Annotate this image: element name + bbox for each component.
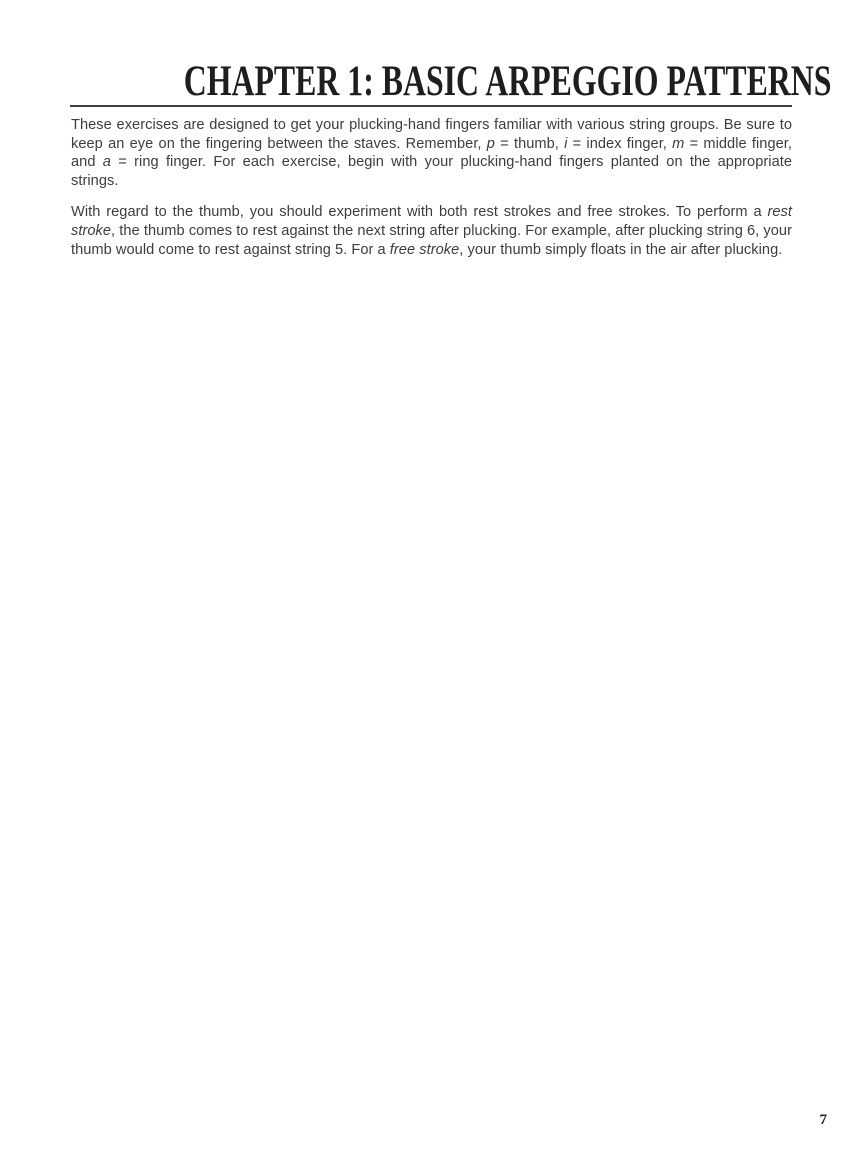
text-run: , the thumb comes to rest against the next string after plucking. For example, after plucking string 6, your thumb would come to rest against string 5. For a (71, 222, 792, 258)
title-rule (70, 105, 792, 107)
text-run: = index finger, (567, 135, 673, 152)
text-run: = ring finger. For each exercise, begin with your plucking-hand fingers planted on the appropriate strings. (71, 154, 793, 189)
italic-term: m (672, 135, 685, 152)
body-paragraph (71, 116, 792, 190)
text-run: These exercises are designed to get your plucking-hand fingers familiar with various string groups. Be sure to keep an eye on the fingering between the staves. Remember, (71, 117, 792, 152)
chapter-title: CHAPTER 1: BASIC ARPEGGIO PATTERNS (183, 58, 832, 105)
italic-term: p (486, 135, 495, 152)
italic-term: rest stroke (71, 204, 792, 239)
italic-term: i (564, 135, 568, 152)
text-run: With regard to the thumb, you should experiment with both rest strokes and free strokes. To perform a (71, 204, 768, 221)
chapter-header (70, 58, 832, 105)
page-number: 7 (819, 1112, 827, 1128)
body-text (71, 116, 792, 259)
text-run: , your thumb simply floats in the air after plucking. (459, 241, 783, 258)
italic-term: a (102, 154, 111, 171)
text-run: = thumb, (494, 135, 565, 152)
italic-term: free stroke (389, 241, 460, 258)
body-paragraph (71, 203, 792, 259)
text-run: = middle finger, and (71, 135, 793, 171)
